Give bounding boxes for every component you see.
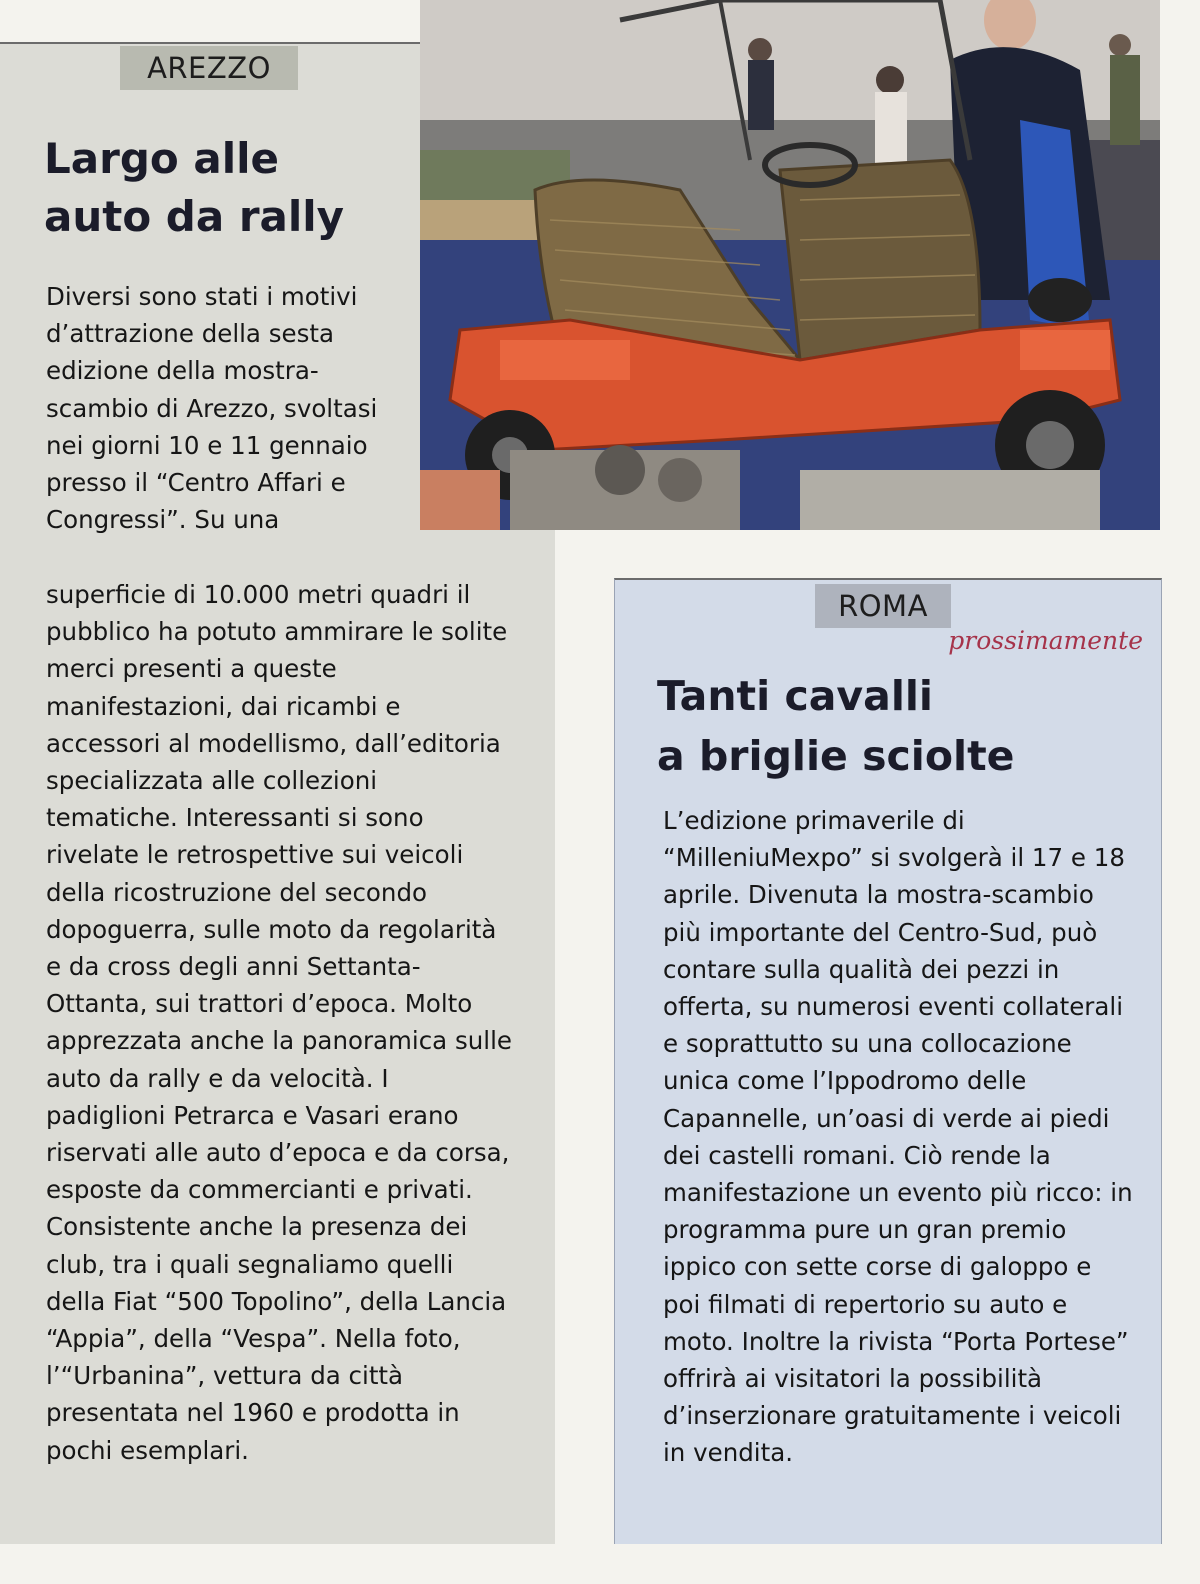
article-title-arezzo [44, 130, 424, 246]
article-title-roma [657, 666, 1127, 786]
title-line-1: Largo alle [44, 134, 279, 183]
section-tag-arezzo: AREZZO [120, 46, 298, 90]
article-body-arezzo: superficie di 10.000 metri quadri il pubblico ha potuto ammirare le solite merci presenti a queste manifestazioni, dai ricambi e accessori al modellismo, dall’editoria specializzata alle collezioni tematiche. Interessanti si sono rivelate le retrospettive sui veicoli della ricostruzione del secondo dopoguerra, sulle moto da regolarità e da cross degli anni Settanta-Ottanta, sui trattori d’epoca. Molto apprezzata anche la panoramica sulle auto da rally e da velocità. I padiglioni Petrarca e Vasari erano riservati alle auto d’epoca e da corsa, esposte da commercianti e privati. Consistente anche la presenza dei club, tra i quali segnaliamo quelli della Fiat “500 Topolino”, della Lancia “Appia”, della “Vespa”. Nella foto, l’“Urbanina”, vettura da città presentata nel 1960 e prodotta in pochi esemplari. [46, 580, 512, 1465]
article-roma [614, 578, 1162, 1544]
title-line-2: auto da rally [44, 192, 345, 241]
urbanina-illustration [420, 0, 1160, 530]
section-tag-roma: ROMA [815, 584, 951, 628]
photo-urbanina [420, 0, 1160, 530]
title-line-2: a briglie sciolte [657, 732, 1015, 780]
article-body-roma: L’edizione primaverile di “MilleniuMexpo” si svolgerà il 17 e 18 aprile. Divenuta la mostra-scambio più importante del Centro-Sud, può contare sulla qualità dei pezzi in offerta, su numerosi eventi collaterali e soprattutto su una collocazione unica come l’Ippodromo delle Capannelle, un’oasi di verde ai piedi dei castelli romani. Ciò rende la manifestazione un evento più ricco: in programma pure un gran premio ippico con sette corse di galoppo e poi filmati di repertorio su auto e moto. Inoltre la rivista “Porta Portese” offrirà ai visitatori la possibilità d’inserzionare gratuitamente i veicoli in vendita. [663, 806, 1133, 1468]
article-body-arezzo-intro: Diversi sono stati i motivi d’attrazione della sesta edizione della mostra-scambio di Arezzo, svoltasi nei giorni 10 e 11 gennaio presso il “Centro Affari e Congressi”. Su una [46, 282, 378, 535]
title-line-1: Tanti cavalli [657, 672, 933, 720]
kicker-prossimamente: prossimamente [948, 626, 1143, 655]
section-rule [0, 42, 420, 44]
